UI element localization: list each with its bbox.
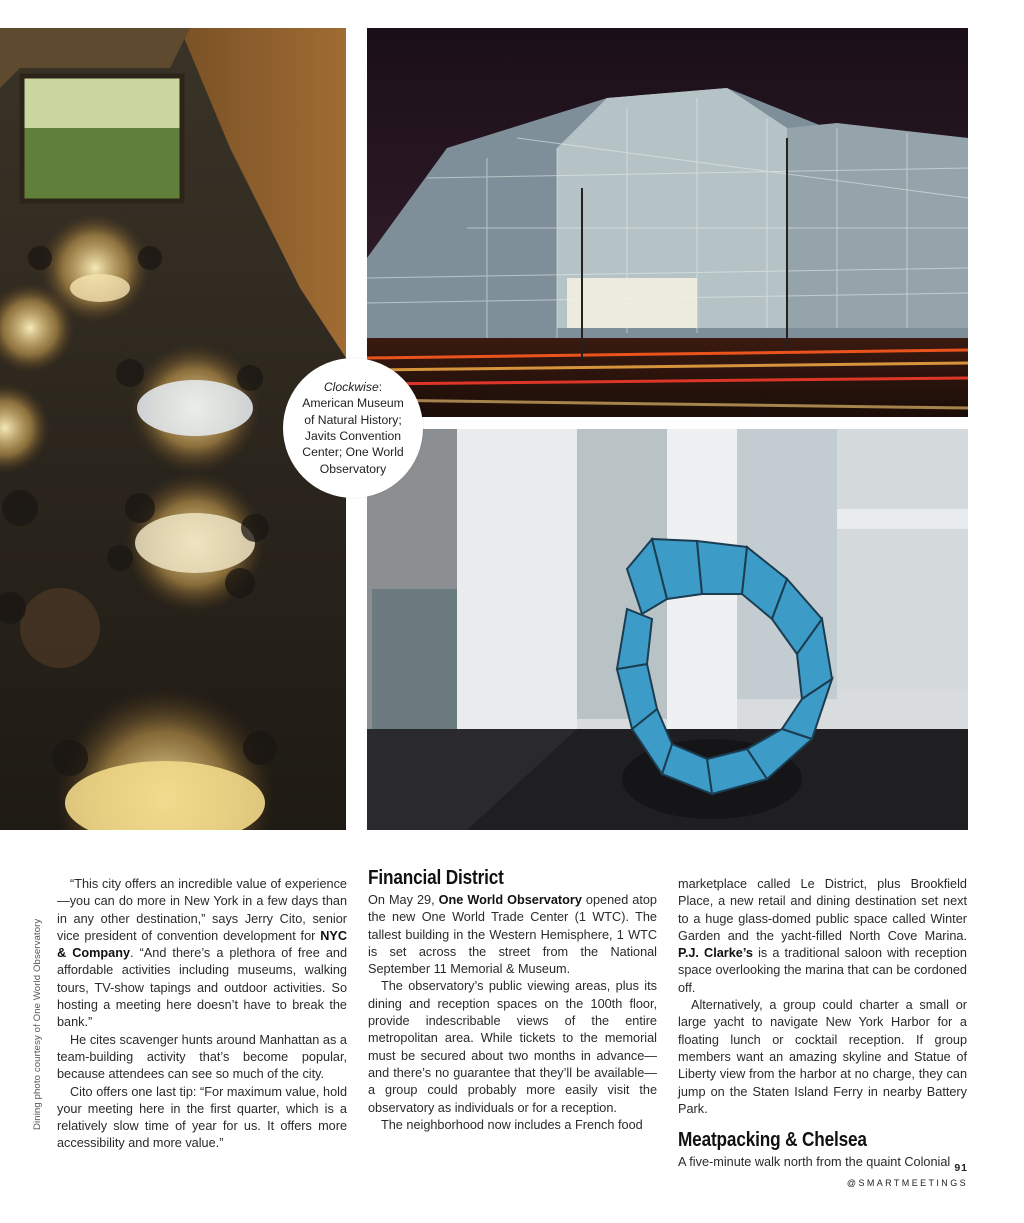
body-paragraph	[368, 978, 657, 1116]
text-run: is a traditional saloon with reception space overlooking the marina that can be cordoned off.	[678, 946, 967, 995]
social-handle: @SMARTMEETINGS	[846, 1178, 968, 1188]
body-paragraph	[57, 876, 347, 1032]
javits-center-photo	[367, 28, 968, 417]
caption-line: Javits Convention	[304, 429, 402, 443]
body-paragraph	[57, 1084, 347, 1153]
body-paragraph	[57, 1032, 347, 1084]
body-paragraph	[368, 892, 657, 978]
photo-credit: Dining photo courtesy of One World Observatory	[32, 918, 43, 1130]
body-paragraph	[678, 997, 967, 1118]
text-run: opened atop the new One World Trade Center (1 WTC). The tallest building in the Western Hemisphere, 1 WTC is set across the street from the National September 11 Memorial & Museum.	[368, 893, 657, 977]
article-column-2	[368, 866, 657, 1134]
caption-line: Observatory	[319, 461, 387, 476]
text-run: Cito offers one last tip: “For maximum value, hold your meeting here in the first quarter, which is a relatively slow time of year for us. It offers more accessibility and more value.”	[57, 1084, 347, 1151]
caption-line: American Museum	[302, 396, 404, 411]
page-number: 91	[954, 1162, 968, 1174]
caption-line: of Natural History;	[304, 412, 402, 427]
page-folio	[847, 1162, 968, 1188]
text-run: marketplace called Le District, plus Brookfield Place, a new retail and dining destination set next to a huge glass-domed public space called Winter Garden and the yacht-filled North Cove Marina.	[678, 877, 967, 943]
photo-caption	[283, 358, 423, 498]
bold-venue-name: P.J. Clarke’s	[678, 946, 753, 961]
text-run: “This city offers an incredible value of experience—you can do more in New York in a few days than in any other destination,” says Jerry Cito, senior vice president of convention development for	[57, 877, 347, 943]
text-run: . “And there’s a plethora of free and affordable activities including museums, walking tours, TV-show tapings and outdoor activities. So hosting a meeting here doesn’t have to break the bank.”	[57, 946, 347, 1030]
caption-line: Clockwise:	[323, 379, 383, 394]
text-run: He cites scavenger hunts around Manhattan as a team-building activity that’s become popular, because attendees can see so much of the city.	[57, 1032, 347, 1082]
body-paragraph	[368, 1117, 657, 1134]
text-run: The neighborhood now includes a French food	[381, 1117, 643, 1132]
text-run: The observatory’s public viewing areas, plus its dining and reception spaces on the 100th floor, provide indescribable views of the entire metropolitan area. While tickets to the memorial must be secured about two months in advance—and there’s no guarantee that they’ll be available—a group could probably more easily visit the observatory as individuals or for a reception.	[368, 979, 657, 1115]
text-run: A five-minute walk north from the quaint Colonial	[678, 1155, 951, 1170]
caption-lead: Clockwise	[323, 379, 379, 394]
one-world-observatory-photo	[367, 429, 968, 830]
bold-venue-name: One World Observatory	[438, 893, 582, 907]
article-column-3	[678, 876, 967, 1171]
text-run: On May 29,	[368, 893, 439, 907]
section-heading-financial-district: Financial District	[368, 866, 504, 889]
article-column-1	[57, 876, 347, 1153]
caption-line: Center; One World	[302, 445, 404, 460]
bold-venue-name: NYC & Company	[57, 928, 347, 961]
section-heading-meatpacking-chelsea: Meatpacking & Chelsea	[678, 1128, 867, 1152]
text-run: Alternatively, a group could charter a small or large yacht to navigate New York Harbor for a floating lunch or cocktail reception. If group members want an amazing skyline and Statue of Liberty view from the harbor at no charge, they can jump on the Staten Island Ferry in nearby Battery Park.	[678, 998, 967, 1116]
body-paragraph	[678, 876, 967, 997]
